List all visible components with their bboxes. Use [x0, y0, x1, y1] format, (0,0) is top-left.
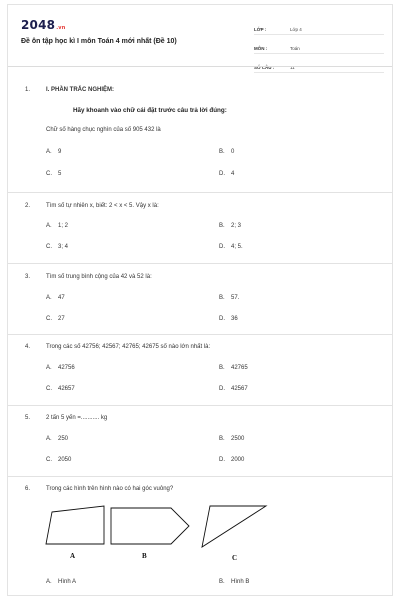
figure-a-label: A	[70, 552, 76, 560]
option-d[interactable]: D. 36	[219, 316, 238, 322]
section-instruction: Hãy khoanh vào chữ cái đặt trước câu trả lời đúng:	[73, 107, 227, 114]
option-a[interactable]: A. 9	[46, 149, 62, 155]
question-4	[8, 335, 392, 406]
option-b[interactable]: B. 0	[219, 149, 235, 155]
figure-b-label: B	[142, 552, 147, 560]
option-c[interactable]: C. 5	[46, 171, 62, 177]
option-a[interactable]: A. 47	[46, 295, 65, 301]
option-a[interactable]: A. Hình A	[46, 579, 77, 585]
question-number: 1.	[25, 87, 31, 93]
option-b[interactable]: B. 42765	[219, 365, 248, 371]
meta-label: LỚP :	[254, 27, 267, 32]
meta-value: 11	[290, 65, 295, 70]
option-b[interactable]: B. 57.	[219, 295, 240, 301]
figure-c-triangle	[202, 506, 268, 548]
option-a[interactable]: A. 42756	[46, 365, 75, 371]
meta-value: Lớp 4	[290, 27, 302, 32]
document-title: Đề ôn tập học kì I môn Toán 4 mới nhất (Đề 10)	[21, 38, 177, 45]
option-d[interactable]: D. 4	[219, 171, 235, 177]
meta-value: Toán	[290, 46, 300, 51]
option-c[interactable]: C. 27	[46, 316, 65, 322]
option-d[interactable]: D. 4; 5.	[219, 244, 243, 250]
logo-suffix: .vn	[56, 25, 66, 31]
option-b[interactable]: B. Hình B	[219, 579, 250, 585]
question-list	[8, 67, 392, 596]
meta-row-subject	[254, 38, 384, 54]
option-b[interactable]: B. 2; 3	[219, 223, 242, 229]
question-prompt: Chữ số hàng chục nghìn của số 905 432 là	[46, 127, 161, 133]
question-prompt: Tìm số tự nhiên x, biết: 2 < x < 5. Vậy x là:	[46, 203, 159, 209]
option-c[interactable]: C. 42657	[46, 386, 75, 392]
option-a[interactable]: A. 1; 2	[46, 223, 69, 229]
question-number: 5.	[25, 415, 31, 421]
question-number: 6.	[25, 486, 31, 492]
question-number: 2.	[25, 203, 31, 209]
option-c[interactable]: C. 3; 4	[46, 244, 69, 250]
question-number: 4.	[25, 344, 31, 350]
section-heading: I. PHẦN TRẮC NGHIỆM:	[46, 87, 114, 93]
option-a[interactable]: A. 250	[46, 436, 69, 442]
question-1	[8, 67, 392, 193]
question-6	[8, 477, 392, 596]
figure-c-label: C	[232, 554, 238, 562]
question-prompt: Trong các hình trên hình nào có hai góc vuông?	[46, 486, 174, 492]
worksheet-header	[8, 5, 392, 70]
option-c[interactable]: C. 2050	[46, 457, 72, 463]
option-b[interactable]: B. 2500	[219, 436, 245, 442]
question-prompt: Trong các số 42756; 42567; 42765; 42675 số nào lớn nhất là:	[46, 344, 211, 350]
figure-b-pentagon	[111, 508, 191, 544]
question-prompt: 2 tấn 5 yến =........... kg	[46, 415, 108, 421]
question-2	[8, 193, 392, 264]
worksheet-page	[7, 4, 393, 596]
meta-row-class	[254, 19, 384, 35]
meta-label: SỐ CÂU :	[254, 65, 275, 70]
figure-a-quadrilateral	[46, 506, 106, 546]
logo-main: 2048	[21, 18, 56, 32]
meta-label: MÔN :	[254, 46, 268, 51]
question-5	[8, 406, 392, 477]
site-logo[interactable]	[21, 18, 66, 32]
question-3	[8, 264, 392, 335]
question-number: 3.	[25, 274, 31, 280]
option-d[interactable]: D. 42567	[219, 386, 248, 392]
question-prompt: Tìm số trung bình cộng của 42 và 52 là:	[46, 274, 152, 280]
option-d[interactable]: D. 2000	[219, 457, 245, 463]
